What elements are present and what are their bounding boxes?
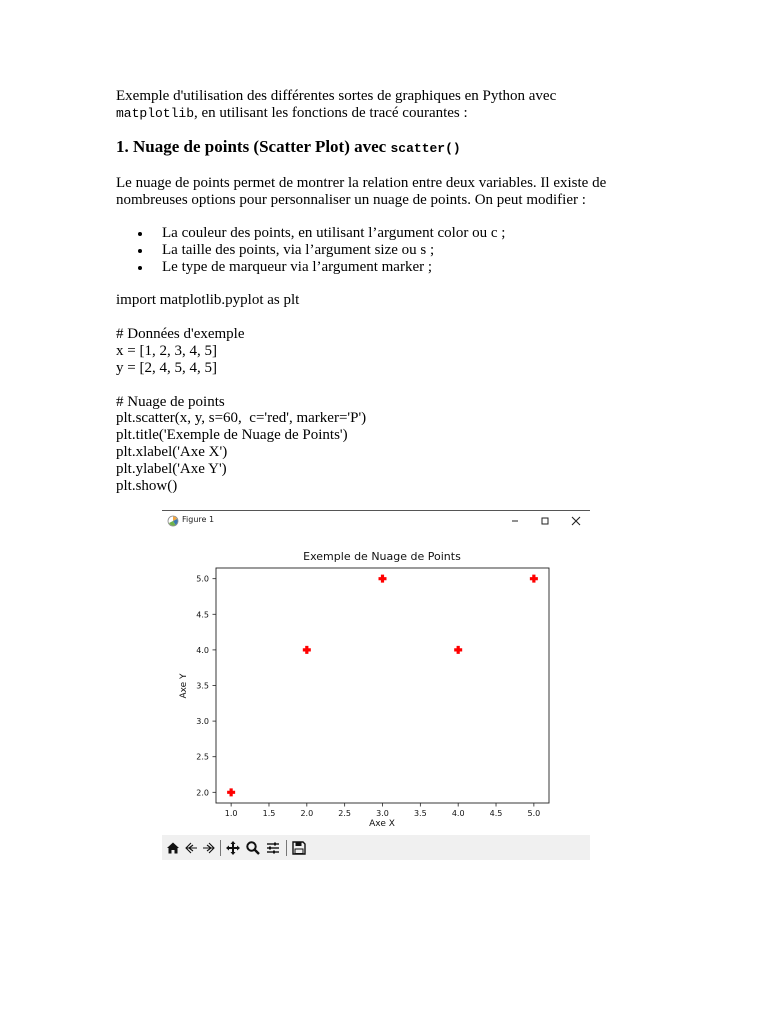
intro-line-1: Exemple d'utilisation des différentes sortes de graphiques en Python avec	[116, 88, 557, 104]
y-axis-ticks	[196, 575, 216, 798]
close-icon[interactable]	[567, 513, 585, 529]
y-tick-label: 4.0	[196, 645, 209, 655]
x-tick-label: 4.0	[451, 809, 465, 818]
window-title: Figure 1	[182, 515, 215, 524]
code-line: import matplotlib.pyplot as plt	[116, 292, 300, 308]
code-line: plt.xlabel('Axe X')	[116, 444, 228, 460]
intro-line-2	[116, 105, 468, 122]
toolbar-separator	[286, 840, 287, 856]
intro-code-word: matplotlib	[116, 106, 195, 121]
home-icon[interactable]	[165, 840, 181, 856]
section-heading-text: 1. Nuage de points (Scatter Plot) avec	[116, 137, 391, 156]
code-line: # Données d'exemple	[116, 326, 245, 342]
y-tick-label: 2.0	[196, 788, 209, 798]
code-line: plt.scatter(x, y, s=60, c='red', marker='P')	[116, 410, 367, 426]
x-tick-label: 1.5	[262, 809, 276, 818]
y-tick-label: 3.5	[196, 681, 209, 691]
options-list	[116, 225, 505, 276]
x-axis-label: Axe X	[369, 819, 395, 829]
paragraph-line-1: Le nuage de points permet de montrer la relation entre deux variables. Il existe de	[116, 175, 607, 191]
section-heading	[116, 138, 461, 157]
y-tick-label: 3.0	[196, 717, 209, 727]
window-titlebar	[162, 510, 590, 531]
figure-window	[162, 510, 590, 860]
y-tick-label: 4.5	[196, 610, 209, 620]
y-tick-label: 5.0	[196, 574, 209, 584]
back-arrow-icon[interactable]	[183, 840, 199, 856]
list-item: La couleur des points, en utilisant l’argument color ou c ;	[116, 225, 505, 242]
intro-line-2-rest: , en utilisant les fonctions de tracé courantes :	[194, 105, 468, 121]
configure-subplots-icon[interactable]	[265, 840, 281, 856]
section-heading-code: scatter()	[390, 141, 461, 156]
x-tick-label: 3.5	[413, 809, 427, 818]
x-tick-label: 1.0	[224, 809, 238, 818]
pan-icon[interactable]	[225, 840, 241, 856]
code-line: # Nuage de points	[116, 394, 225, 410]
maximize-icon[interactable]	[536, 513, 554, 529]
code-line: x = [1, 2, 3, 4, 5]	[116, 343, 217, 359]
y-axis-label: Axe Y	[179, 673, 189, 699]
matplotlib-logo-icon	[167, 515, 179, 527]
code-line: plt.show()	[116, 478, 178, 494]
chart-title: Exemple de Nuage de Points	[303, 550, 461, 563]
toolbar-separator	[220, 840, 221, 856]
x-tick-label: 2.5	[338, 809, 352, 818]
y-tick-label: 2.5	[196, 752, 209, 762]
zoom-icon[interactable]	[245, 840, 261, 856]
minimize-icon[interactable]	[506, 513, 524, 529]
x-tick-label: 2.0	[300, 809, 314, 818]
x-tick-label: 4.5	[489, 809, 503, 818]
code-line: plt.ylabel('Axe Y')	[116, 461, 227, 477]
code-line: plt.title('Exemple de Nuage de Points')	[116, 427, 348, 443]
list-item: La taille des points, via l’argument size ou s ;	[116, 242, 505, 259]
list-item: Le type de marqueur via l’argument marker ;	[116, 259, 505, 276]
x-axis-ticks	[225, 803, 540, 818]
figure-toolbar	[162, 835, 590, 860]
code-line: y = [2, 4, 5, 4, 5]	[116, 360, 217, 376]
scatter-plot	[162, 534, 590, 834]
save-icon[interactable]	[291, 840, 307, 856]
forward-arrow-icon[interactable]	[201, 840, 217, 856]
x-tick-label: 3.0	[376, 809, 389, 818]
plot-axes-frame	[216, 568, 549, 803]
paragraph-line-2: nombreuses options pour personnaliser un nuage de points. On peut modifier :	[116, 192, 586, 208]
x-tick-label: 5.0	[527, 809, 541, 818]
